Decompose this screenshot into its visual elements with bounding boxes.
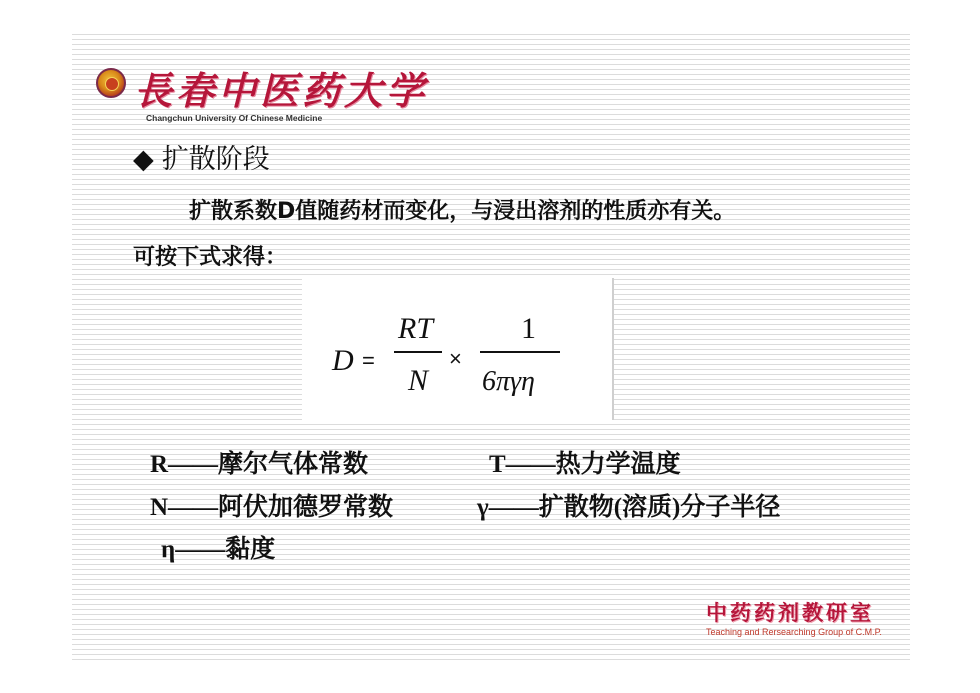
formula-image <box>302 278 614 420</box>
body-line-1: 扩散系数D值随药材而变化，与浸出溶剂的性质亦有关。 <box>189 199 736 224</box>
university-logo <box>88 52 429 124</box>
footer-department-en: Teaching and Rersearching Group of C.M.P. <box>706 627 882 637</box>
formula-svg <box>302 278 612 420</box>
definition-r: R——摩尔气体常数 <box>150 451 369 478</box>
formula-denominator-2: 6πγη <box>482 366 535 397</box>
formula-times: × <box>449 346 462 371</box>
formula-equals: = <box>362 348 375 373</box>
logo-name-en: Changchun University Of Chinese Medicine <box>146 113 323 123</box>
formula-denominator-1: N <box>408 364 429 397</box>
definition-n: N——阿伏加德罗常数 <box>150 494 394 521</box>
formula-numerator-1: RT <box>398 312 434 345</box>
logo-name-cn: 長春中医药大学 <box>134 68 429 113</box>
university-seal-icon <box>96 68 126 98</box>
section-heading <box>133 137 270 176</box>
definition-t: T——热力学温度 <box>489 451 681 478</box>
definition-eta: η——黏度 <box>161 536 276 563</box>
heading-text: 扩散阶段 <box>161 144 270 175</box>
diamond-bullet-icon: ◆ <box>133 144 154 175</box>
footer-department-cn: 中药药剂教研室 <box>706 600 874 625</box>
definition-gamma: γ——扩散物(溶质)分子半径 <box>477 494 781 521</box>
formula-lhs: D <box>332 344 354 377</box>
body-line-2: 可按下式求得： <box>133 245 288 270</box>
formula-numerator-2: 1 <box>521 312 536 345</box>
